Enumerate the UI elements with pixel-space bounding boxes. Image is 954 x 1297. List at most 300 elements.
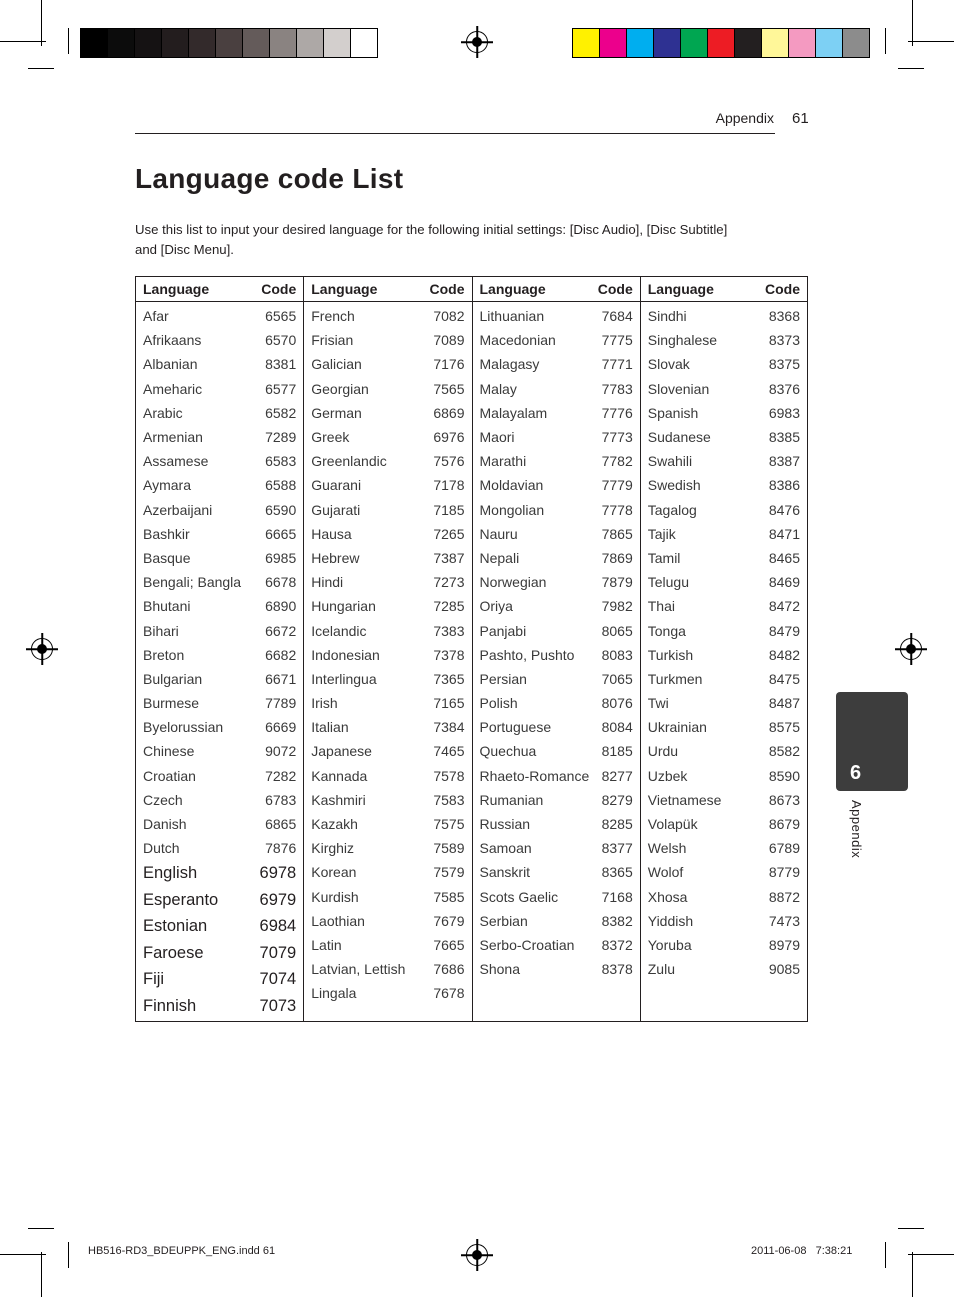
table-row: [480, 377, 633, 401]
language-code: 6783: [265, 791, 297, 808]
header-language: Language: [647, 281, 714, 297]
table-row: [648, 788, 800, 812]
header-divider: [135, 133, 775, 134]
language-name: Byelorussian: [143, 719, 224, 736]
table-row: [311, 981, 464, 1005]
language-code: 7383: [433, 622, 465, 639]
language-name: Thai: [647, 598, 675, 615]
table-row: [311, 594, 464, 618]
color-swatch: [351, 29, 377, 57]
table-row: [648, 546, 800, 570]
language-code: 7082: [433, 308, 465, 325]
language-name: Bashkir: [143, 525, 190, 542]
language-code: 8590: [768, 767, 800, 784]
language-code: 7185: [433, 501, 465, 518]
color-swatch: [243, 29, 270, 57]
language-code: 7779: [601, 477, 633, 494]
language-name: Maori: [479, 429, 515, 446]
language-name: Malay: [479, 380, 517, 397]
color-swatch: [189, 29, 216, 57]
language-code: 7176: [433, 356, 465, 373]
table-row: [480, 594, 633, 618]
table-row: [311, 522, 464, 546]
running-header: Appendix: [715, 110, 774, 126]
language-name: Rhaeto-Romance: [479, 767, 590, 784]
language-code: 8083: [601, 646, 633, 663]
header-language: Language: [311, 281, 378, 297]
table-row: [480, 328, 633, 352]
language-name: Bengali; Bangla: [143, 574, 242, 591]
language-name: Scots Gaelic: [479, 888, 559, 905]
language-name: Hungarian: [311, 598, 376, 615]
table-row: [311, 860, 464, 884]
crop-mark: [908, 41, 954, 42]
table-row: [480, 836, 633, 860]
language-name: Frisian: [311, 332, 354, 349]
language-code: 6583: [265, 453, 297, 470]
language-name: Wolof: [647, 864, 684, 881]
language-code: 7273: [433, 574, 465, 591]
language-code: 6984: [259, 917, 297, 936]
table-row: [143, 328, 296, 352]
language-name: Danish: [143, 816, 187, 833]
footer-timestamp: 2011-06-08 7:38:21: [751, 1245, 853, 1257]
table-row: [311, 691, 464, 715]
language-code: 7585: [433, 888, 465, 905]
language-name: Tonga: [647, 622, 686, 639]
language-code: 8872: [768, 888, 800, 905]
table-row: [648, 473, 800, 497]
language-name: Russian: [479, 816, 531, 833]
table-row: [648, 885, 800, 909]
language-name: Norwegian: [479, 574, 547, 591]
language-code: 7465: [433, 743, 465, 760]
color-swatch: [627, 29, 654, 57]
registration-mark-icon: [466, 1244, 488, 1266]
language-code: 7565: [433, 380, 465, 397]
language-code: 8387: [768, 453, 800, 470]
language-name: Icelandic: [311, 622, 367, 639]
table-row: [311, 667, 464, 691]
table-row: [311, 377, 464, 401]
table-row: [143, 570, 296, 594]
language-code: 7589: [433, 840, 465, 857]
language-name: Serbian: [479, 912, 528, 929]
table-row: [648, 643, 800, 667]
language-name: Urdu: [647, 743, 679, 760]
table-row: [311, 328, 464, 352]
language-code: 8673: [768, 791, 800, 808]
language-code: 7776: [601, 404, 633, 421]
language-code: 7384: [433, 719, 465, 736]
language-name: Lingala: [311, 985, 357, 1002]
language-code: 7869: [601, 549, 633, 566]
language-code: 7073: [259, 996, 297, 1015]
language-code: 7684: [601, 308, 633, 325]
registration-mark-icon: [466, 31, 488, 53]
table-row: [480, 425, 633, 449]
language-name: Laothian: [311, 912, 365, 929]
table-row: [311, 885, 464, 909]
language-code: 8472: [768, 598, 800, 615]
language-name: Singhalese: [647, 332, 718, 349]
table-row: [648, 594, 800, 618]
table-row: [311, 957, 464, 981]
language-name: Kannada: [311, 767, 368, 784]
language-name: Latvian, Lettish: [311, 961, 406, 978]
language-name: Ukrainian: [647, 719, 707, 736]
language-code: 8476: [768, 501, 800, 518]
language-name: Breton: [143, 646, 185, 663]
language-code: 8779: [768, 864, 800, 881]
language-name: Latin: [311, 936, 342, 953]
language-code: 7679: [433, 912, 465, 929]
table-row: [480, 304, 633, 328]
language-name: Yiddish: [647, 912, 694, 929]
table-row: [311, 836, 464, 860]
table-row: [480, 812, 633, 836]
table-header: [473, 277, 640, 302]
crop-mark: [41, 1252, 42, 1297]
language-name: Malagasy: [479, 356, 540, 373]
color-swatch: [681, 29, 708, 57]
language-code: 8385: [768, 429, 800, 446]
language-code: 8386: [768, 477, 800, 494]
language-code: 9085: [768, 961, 800, 978]
table-row: [480, 957, 633, 981]
table-row: [143, 473, 296, 497]
language-name: Vietnamese: [647, 791, 722, 808]
language-name: Sindhi: [647, 308, 687, 325]
language-code: 7365: [433, 670, 465, 687]
language-code: 7165: [433, 695, 465, 712]
language-code: 8375: [768, 356, 800, 373]
language-code: 8469: [768, 574, 800, 591]
table-row: [648, 425, 800, 449]
header-language: Language: [143, 281, 210, 297]
language-name: Burmese: [143, 695, 200, 712]
language-code: 7778: [601, 501, 633, 518]
language-name: Samoan: [479, 840, 532, 857]
language-code: 8076: [601, 695, 633, 712]
language-name: Portuguese: [479, 719, 552, 736]
language-name: Armenian: [143, 429, 203, 446]
table-row: [480, 764, 633, 788]
language-code: 6865: [265, 816, 297, 833]
language-code: 8277: [601, 767, 633, 784]
language-code: 7783: [601, 380, 633, 397]
chapter-label: Appendix: [849, 800, 864, 859]
table-row: [480, 570, 633, 594]
language-name: Pashto, Pushto: [479, 646, 575, 663]
language-code: 7665: [433, 936, 465, 953]
table-row: [311, 618, 464, 642]
language-code: 8285: [601, 816, 633, 833]
language-name: Polish: [479, 695, 518, 712]
table-row: [648, 764, 800, 788]
color-swatch: [162, 29, 189, 57]
language-code: 8381: [265, 356, 297, 373]
registration-mark-icon: [31, 638, 53, 660]
language-code: 7473: [768, 912, 800, 929]
language-name: Guarani: [311, 477, 362, 494]
language-name: Uzbek: [647, 767, 688, 784]
header-language: Language: [479, 281, 546, 297]
page-title: Language code List: [135, 163, 404, 194]
language-code: 8575: [768, 719, 800, 736]
language-code: 8679: [768, 816, 800, 833]
language-code: 8465: [768, 549, 800, 566]
table-row: [143, 667, 296, 691]
color-swatch: [108, 29, 135, 57]
table-row: [143, 377, 296, 401]
table-row: [480, 860, 633, 884]
language-code: 6979: [259, 890, 297, 909]
language-name: Sanskrit: [479, 864, 531, 881]
table-row: [143, 401, 296, 425]
language-name: Volapük: [647, 816, 698, 833]
language-code: 8479: [768, 622, 800, 639]
table-row: [648, 933, 800, 957]
crop-mark: [68, 1242, 69, 1268]
language-code: 7576: [433, 453, 465, 470]
table-row: [648, 836, 800, 860]
table-row: [143, 352, 296, 376]
language-name: Malayalam: [479, 404, 548, 421]
language-code: 6789: [768, 840, 800, 857]
table-row: [311, 812, 464, 836]
language-name: Bulgarian: [143, 670, 203, 687]
crop-mark: [41, 0, 42, 46]
language-code: 8378: [601, 961, 633, 978]
language-name: Yoruba: [647, 936, 692, 953]
table-row: [648, 328, 800, 352]
language-name: Hindi: [311, 574, 344, 591]
language-code: 6978: [259, 864, 297, 883]
table-row: [480, 691, 633, 715]
language-code: 7387: [433, 549, 465, 566]
table-row: [143, 498, 296, 522]
table-row: [143, 449, 296, 473]
language-code: 7282: [265, 767, 297, 784]
language-name: Swedish: [647, 477, 701, 494]
language-name: Bhutani: [143, 598, 191, 615]
table-row: [648, 618, 800, 642]
crop-mark: [0, 1254, 46, 1255]
color-swatch: [135, 29, 162, 57]
color-swatch: [324, 29, 351, 57]
crop-mark: [28, 1228, 54, 1229]
language-code: 6678: [265, 574, 297, 591]
table-row: [143, 860, 296, 887]
language-name: Persian: [479, 670, 527, 687]
table-row: [311, 570, 464, 594]
table-header: [304, 277, 471, 302]
header-code: Code: [765, 281, 800, 297]
table-row: [143, 812, 296, 836]
language-name: Gujarati: [311, 501, 361, 518]
table-row: [143, 618, 296, 642]
language-name: Nauru: [479, 525, 518, 542]
language-code: 8373: [768, 332, 800, 349]
language-name: Lithuanian: [479, 308, 545, 325]
language-name: Ameharic: [143, 380, 203, 397]
language-name: Twi: [647, 695, 669, 712]
language-name: Tamil: [647, 549, 681, 566]
language-name: Afrikaans: [143, 332, 202, 349]
crop-mark: [885, 28, 886, 54]
language-name: Moldavian: [479, 477, 544, 494]
table-row: [143, 966, 296, 993]
language-name: Rumanian: [479, 791, 544, 808]
language-name: Indonesian: [311, 646, 380, 663]
table-row: [648, 377, 800, 401]
language-name: Spanish: [647, 404, 699, 421]
table-row: [648, 715, 800, 739]
language-name: Fiji: [143, 970, 165, 989]
color-swatch: [216, 29, 243, 57]
table-row: [648, 522, 800, 546]
color-swatch: [843, 29, 869, 57]
language-code: 7578: [433, 767, 465, 784]
language-code: 6671: [265, 670, 297, 687]
language-code: 6577: [265, 380, 297, 397]
table-row: [648, 570, 800, 594]
page-number: 61: [792, 110, 809, 127]
table-row: [480, 909, 633, 933]
table-row: [648, 739, 800, 763]
language-code: 6672: [265, 622, 297, 639]
table-row: [311, 449, 464, 473]
language-name: Finnish: [143, 996, 197, 1015]
table-row: [480, 885, 633, 909]
language-code: 6590: [265, 501, 297, 518]
language-code: 6985: [265, 549, 297, 566]
header-code: Code: [261, 281, 297, 297]
table-row: [311, 715, 464, 739]
language-code: 8582: [768, 743, 800, 760]
table-column: [304, 277, 472, 1021]
language-code: 8471: [768, 525, 800, 542]
language-name: Italian: [311, 719, 349, 736]
crop-mark: [885, 1242, 886, 1268]
language-code: 6983: [768, 404, 800, 421]
table-column: [641, 277, 807, 1021]
table-header: [136, 277, 303, 302]
table-row: [143, 594, 296, 618]
language-code: 7089: [433, 332, 465, 349]
language-code: 6582: [265, 404, 297, 421]
registration-mark-icon: [900, 638, 922, 660]
table-row: [311, 352, 464, 376]
language-code: 7378: [433, 646, 465, 663]
table-row: [143, 764, 296, 788]
language-name: Azerbaijani: [143, 501, 213, 518]
language-name: Hausa: [311, 525, 352, 542]
language-name: Kurdish: [311, 888, 359, 905]
language-code: 7265: [433, 525, 465, 542]
language-name: Czech: [143, 791, 183, 808]
language-code: 8377: [601, 840, 633, 857]
language-name: Turkish: [647, 646, 694, 663]
table-row: [480, 788, 633, 812]
table-row: [648, 667, 800, 691]
table-row: [648, 860, 800, 884]
language-code: 8279: [601, 791, 633, 808]
table-row: [311, 401, 464, 425]
table-row: [143, 913, 296, 940]
language-code: 7982: [601, 598, 633, 615]
language-code: 6565: [265, 308, 297, 325]
language-code: 9072: [265, 743, 297, 760]
table-row: [143, 304, 296, 328]
language-name: Swahili: [647, 453, 693, 470]
grayscale-color-bar: [80, 28, 378, 58]
language-name: Zulu: [647, 961, 675, 978]
language-code: 6976: [433, 429, 465, 446]
table-row: [311, 764, 464, 788]
language-code: 7775: [601, 332, 633, 349]
language-name: Bihari: [143, 622, 179, 639]
table-row: [311, 546, 464, 570]
language-code: 8475: [768, 670, 800, 687]
language-code: 8376: [768, 380, 800, 397]
language-name: Quechua: [479, 743, 537, 760]
language-name: Kirghiz: [311, 840, 355, 857]
language-name: Shona: [479, 961, 520, 978]
table-row: [311, 739, 464, 763]
table-row: [648, 304, 800, 328]
language-code: 7178: [433, 477, 465, 494]
language-name: Mongolian: [479, 501, 545, 518]
language-name: Panjabi: [479, 622, 527, 639]
table-row: [311, 473, 464, 497]
language-code: 7168: [601, 888, 633, 905]
table-row: [480, 933, 633, 957]
table-row: [648, 957, 800, 981]
language-code: 8065: [601, 622, 633, 639]
language-code: 7876: [265, 840, 297, 857]
table-row: [143, 836, 296, 860]
language-name: Tagalog: [647, 501, 697, 518]
language-code: 8979: [768, 936, 800, 953]
language-name: Afar: [143, 308, 169, 325]
table-row: [480, 618, 633, 642]
language-name: Slovenian: [647, 380, 710, 397]
table-column: [136, 277, 304, 1021]
table-row: [143, 993, 296, 1020]
language-name: Greenlandic: [311, 453, 387, 470]
table-row: [143, 887, 296, 914]
language-code: 7289: [265, 429, 297, 446]
language-code: 6669: [265, 719, 297, 736]
language-name: English: [143, 864, 198, 883]
language-name: Esperanto: [143, 890, 219, 909]
table-row: [143, 691, 296, 715]
table-row: [480, 715, 633, 739]
language-code: 8084: [601, 719, 633, 736]
language-name: Oriya: [479, 598, 513, 615]
color-swatch: [654, 29, 681, 57]
language-name: Kashmiri: [311, 791, 366, 808]
color-swatch: [81, 29, 108, 57]
language-code: 7583: [433, 791, 465, 808]
crop-mark: [0, 41, 46, 42]
table-row: [311, 304, 464, 328]
table-row: [480, 667, 633, 691]
language-name: Croatian: [143, 767, 196, 784]
table-row: [648, 691, 800, 715]
